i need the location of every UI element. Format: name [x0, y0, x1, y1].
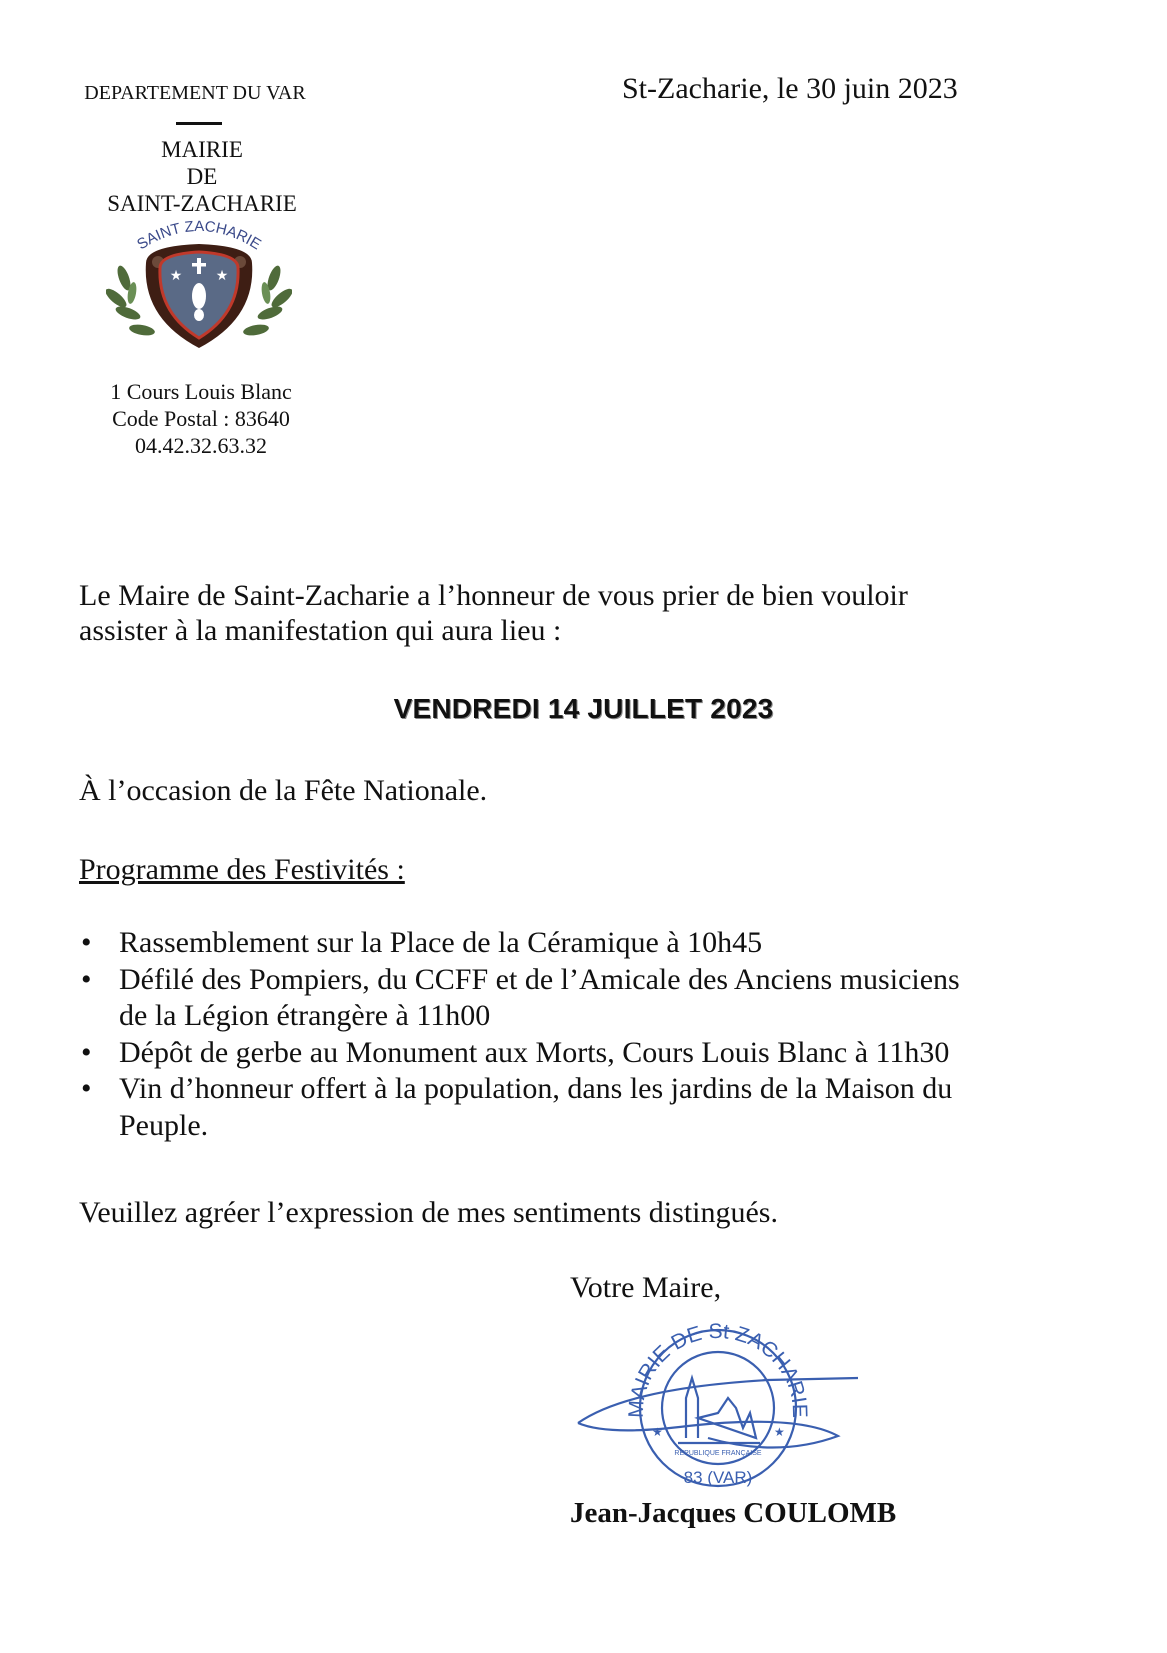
signer-name: Jean-Jacques COULOMB [570, 1497, 897, 1529]
programme-item-line: Défilé des Pompiers, du CCFF et de l’Amicale des Anciens musiciens [119, 962, 960, 996]
crest-icon [106, 218, 292, 358]
address-phone: 04.42.32.63.32 [135, 433, 267, 458]
bullet-icon: • [81, 962, 92, 996]
mairie-line: DE [186, 164, 218, 189]
mairie-title [74, 136, 330, 217]
programme-item [79, 962, 1059, 1035]
stamp-icon [568, 1318, 868, 1488]
letter-date: St-Zacharie, le 30 juin 2023 [622, 72, 958, 105]
programme-item [79, 1071, 1059, 1144]
closing-formula: Veuillez agréer l’expression de mes sentiments distingués. [79, 1196, 778, 1229]
programme-item [79, 1035, 1059, 1072]
stamp-bottom-text: 83 (VAR) [683, 1468, 753, 1487]
crest-text: SAINT ZACHARIE [134, 218, 264, 254]
bullet-icon: • [81, 926, 92, 959]
header-divider [176, 122, 222, 125]
svg-text:★: ★ [652, 1425, 663, 1439]
stamp-subtext: REPUBLIQUE FRANÇAISE [674, 1450, 762, 1457]
programme-item-line: de la Légion étrangère à 11h00 [119, 999, 491, 1032]
bullet-icon: • [81, 1072, 92, 1105]
department-label: DEPARTEMENT DU VAR [84, 82, 306, 104]
programme-item-line: Vin d’honneur offert à la population, dans les jardins de la Maison du [119, 1072, 953, 1105]
programme-item-line: Dépôt de gerbe au Monument aux Morts, Cours Louis Blanc à 11h30 [119, 1035, 950, 1069]
bullet-icon: • [81, 1035, 92, 1069]
event-date-title: VENDREDI 14 JUILLET 2023 [393, 693, 774, 724]
intro-line: Le Maire de Saint-Zacharie a l’honneur de vous prier de bien vouloir [79, 579, 908, 612]
mairie-line: SAINT-ZACHARIE [107, 191, 297, 216]
official-stamp-signature [568, 1318, 868, 1488]
address-street: 1 Cours Louis Blanc [110, 379, 292, 404]
salutation: Votre Maire, [570, 1271, 722, 1304]
stamp-text: MAIRIE DE St ZACHARIE [624, 1319, 812, 1419]
svg-text:★: ★ [169, 269, 183, 284]
town-crest-logo [106, 218, 292, 358]
programme-item-line: Rassemblement sur la Place de la Céramique à 10h45 [119, 926, 763, 959]
programme-heading: Programme des Festivités : [79, 853, 405, 886]
intro-line: assister à la manifestation qui aura lieu : [79, 614, 562, 647]
programme-item-line: Peuple. [119, 1108, 209, 1142]
svg-text:★: ★ [215, 269, 229, 284]
address-postal-code: Code Postal : 83640 [112, 406, 290, 431]
mairie-line: MAIRIE [161, 137, 243, 162]
intro-paragraph [79, 578, 1039, 648]
programme-item [79, 925, 1059, 962]
mairie-address [90, 378, 312, 459]
svg-text:★: ★ [774, 1425, 785, 1439]
occasion-text: À l’occasion de la Fête Nationale. [79, 774, 488, 807]
programme-list [79, 925, 1059, 1144]
